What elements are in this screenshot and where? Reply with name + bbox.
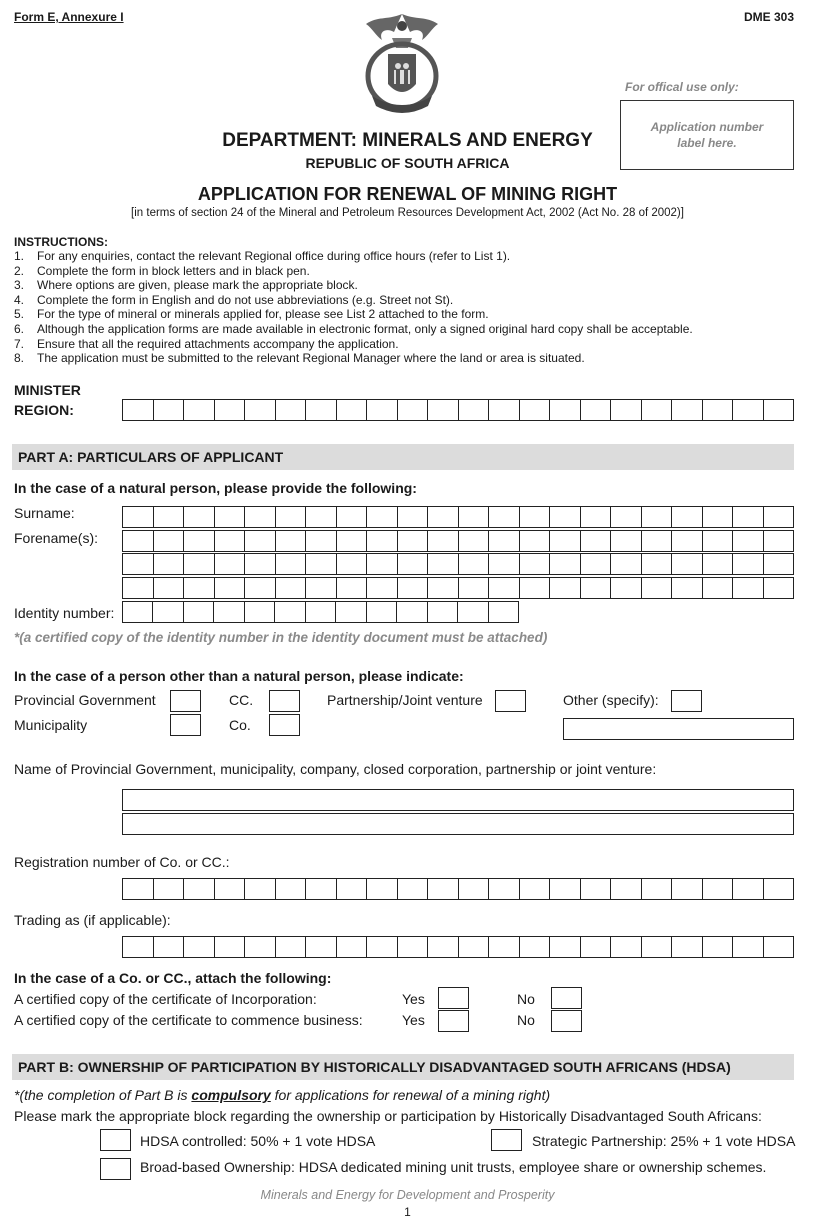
character-cell[interactable] xyxy=(581,937,612,957)
character-cell[interactable] xyxy=(275,602,305,622)
registration-number-field[interactable] xyxy=(122,878,794,900)
character-cell[interactable] xyxy=(367,937,398,957)
municipality-checkbox[interactable] xyxy=(170,714,201,736)
character-cell[interactable] xyxy=(581,507,612,527)
character-cell[interactable] xyxy=(123,602,153,622)
minister-label: MINISTER xyxy=(14,382,81,398)
official-use-label: For offical use only: xyxy=(625,80,739,94)
character-cell[interactable] xyxy=(337,507,368,527)
non-natural-person-heading: In the case of a person other than a natural person, please indicate: xyxy=(14,668,464,684)
instruction-item: 1. For any enquiries, contact the relevant Regional office during office hours (refer to List 1). xyxy=(14,249,511,263)
department-title: DEPARTMENT: MINERALS AND ENERGY xyxy=(222,130,593,151)
strategic-partnership-checkbox[interactable] xyxy=(491,1129,522,1151)
character-cell[interactable] xyxy=(703,879,734,899)
entity-name-field-2[interactable] xyxy=(122,813,794,835)
character-cell[interactable] xyxy=(184,879,215,899)
character-cell[interactable] xyxy=(764,937,794,957)
character-cell[interactable] xyxy=(397,602,427,622)
cert-commence-yes-checkbox[interactable] xyxy=(438,1010,469,1032)
forenames-field-2[interactable] xyxy=(122,553,794,575)
character-cell[interactable] xyxy=(581,578,612,598)
instructions-list xyxy=(14,249,794,366)
entity-name-field-1[interactable] xyxy=(122,789,794,811)
character-cell[interactable] xyxy=(703,937,734,957)
character-cell[interactable] xyxy=(642,578,673,598)
instruction-item: 7. Ensure that all the required attachments accompany the application. xyxy=(14,336,399,351)
character-cell[interactable] xyxy=(215,578,246,598)
trading-as-field[interactable] xyxy=(122,936,794,958)
instruction-item: 8. The application must be submitted to the relevant Regional Manager where the land or area is situated. xyxy=(14,351,585,366)
cert-incorporation-label: A certified copy of the certificate of Incorporation: xyxy=(14,991,317,1007)
character-cell[interactable] xyxy=(428,937,459,957)
character-cell[interactable] xyxy=(764,507,794,527)
instruction-item: 5. For the type of mineral or minerals applied for, please see List 2 attached to the form. xyxy=(14,307,489,322)
character-cell[interactable] xyxy=(154,879,185,899)
character-cell[interactable] xyxy=(367,531,398,551)
character-cell[interactable] xyxy=(245,507,276,527)
legal-basis: [in terms of section 24 of the Mineral and Petroleum Resources Development Act, 2002 (Act No. 28 of 2002)] xyxy=(131,207,684,219)
application-number-placeholder: Application number label here. xyxy=(650,120,764,150)
character-cell[interactable] xyxy=(184,602,214,622)
character-cell[interactable] xyxy=(398,937,429,957)
no-label: No xyxy=(517,1012,535,1028)
character-cell[interactable] xyxy=(459,554,490,574)
character-cell[interactable] xyxy=(367,400,398,420)
character-cell[interactable] xyxy=(337,879,368,899)
identity-note: *(a certified copy of the identity number in the identity document must be attached) xyxy=(14,630,548,645)
forenames-field-3[interactable] xyxy=(122,577,794,599)
part-a-heading: PART A: PARTICULARS OF APPLICANT xyxy=(12,444,794,470)
natural-person-heading: In the case of a natural person, please provide the following: xyxy=(14,480,417,496)
character-cell[interactable] xyxy=(214,602,244,622)
character-cell[interactable] xyxy=(611,578,642,598)
character-cell[interactable] xyxy=(703,531,734,551)
character-cell[interactable] xyxy=(306,937,337,957)
character-cell[interactable] xyxy=(550,400,581,420)
character-cell[interactable] xyxy=(276,879,307,899)
character-cell[interactable] xyxy=(489,879,520,899)
provincial-government-checkbox[interactable] xyxy=(170,690,201,712)
character-cell[interactable] xyxy=(337,554,368,574)
character-cell[interactable] xyxy=(611,531,642,551)
form-title: APPLICATION FOR RENEWAL OF MINING RIGHT xyxy=(197,184,618,204)
character-cell[interactable] xyxy=(184,937,215,957)
minister-region-field[interactable] xyxy=(122,399,794,421)
other-specify-field[interactable] xyxy=(563,718,794,740)
character-cell[interactable] xyxy=(154,507,185,527)
character-cell[interactable] xyxy=(123,578,154,598)
character-cell[interactable] xyxy=(337,400,368,420)
character-cell[interactable] xyxy=(184,400,215,420)
other-checkbox[interactable] xyxy=(671,690,702,712)
character-cell[interactable] xyxy=(428,879,459,899)
character-cell[interactable] xyxy=(428,507,459,527)
strategic-partnership-label: Strategic Partnership: 25% + 1 vote HDSA xyxy=(532,1133,796,1149)
character-cell[interactable] xyxy=(672,507,703,527)
character-cell[interactable] xyxy=(398,531,429,551)
no-label: No xyxy=(517,991,535,1007)
partnership-label: Partnership/Joint venture xyxy=(327,692,483,708)
character-cell[interactable] xyxy=(520,554,551,574)
character-cell[interactable] xyxy=(123,937,154,957)
character-cell[interactable] xyxy=(306,578,337,598)
character-cell[interactable] xyxy=(581,879,612,899)
character-cell[interactable] xyxy=(733,937,764,957)
character-cell[interactable] xyxy=(672,578,703,598)
yes-label: Yes xyxy=(402,991,425,1007)
character-cell[interactable] xyxy=(489,578,520,598)
character-cell[interactable] xyxy=(215,507,246,527)
character-cell[interactable] xyxy=(276,400,307,420)
character-cell[interactable] xyxy=(337,531,368,551)
character-cell[interactable] xyxy=(276,937,307,957)
character-cell[interactable] xyxy=(520,937,551,957)
character-cell[interactable] xyxy=(245,602,275,622)
character-cell[interactable] xyxy=(703,554,734,574)
character-cell[interactable] xyxy=(489,507,520,527)
registration-number-label: Registration number of Co. or CC.: xyxy=(14,854,230,870)
compulsory-emphasis: compulsory xyxy=(191,1087,271,1103)
character-cell[interactable] xyxy=(550,879,581,899)
character-cell[interactable] xyxy=(642,554,673,574)
character-cell[interactable] xyxy=(306,400,337,420)
character-cell[interactable] xyxy=(215,554,246,574)
part-b-note: *(the completion of Part B is compulsory for applications for renewal of a mining right) xyxy=(14,1087,551,1103)
character-cell[interactable] xyxy=(123,507,154,527)
character-cell[interactable] xyxy=(459,400,490,420)
instruction-item: 6. Although the application forms are made available in electronic format, only a signed original hard copy shall be acceptable. xyxy=(14,321,693,336)
character-cell[interactable] xyxy=(459,578,490,598)
instruction-item: 4. Complete the form in English and do not use abbreviations (e.g. Street not St). xyxy=(14,292,454,307)
character-cell[interactable] xyxy=(581,531,612,551)
cc-label: CC. xyxy=(229,692,254,708)
character-cell[interactable] xyxy=(337,578,368,598)
character-cell[interactable] xyxy=(459,937,490,957)
cert-commence-no-checkbox[interactable] xyxy=(551,1010,582,1032)
character-cell[interactable] xyxy=(703,578,734,598)
character-cell[interactable] xyxy=(184,507,215,527)
character-cell[interactable] xyxy=(215,400,246,420)
yes-label: Yes xyxy=(402,1012,425,1028)
character-cell[interactable] xyxy=(245,578,276,598)
co-label: Co. xyxy=(229,717,251,733)
character-cell[interactable] xyxy=(184,554,215,574)
forenames-field-1[interactable] xyxy=(122,530,794,552)
character-cell[interactable] xyxy=(154,578,185,598)
character-cell[interactable] xyxy=(764,879,794,899)
form-reference: Form E, Annexure I xyxy=(14,10,124,24)
character-cell[interactable] xyxy=(611,554,642,574)
character-cell[interactable] xyxy=(215,937,246,957)
character-cell[interactable] xyxy=(123,400,154,420)
character-cell[interactable] xyxy=(367,879,398,899)
republic-title: REPUBLIC OF SOUTH AFRICA xyxy=(305,155,510,171)
character-cell[interactable] xyxy=(520,531,551,551)
character-cell[interactable] xyxy=(336,602,366,622)
character-cell[interactable] xyxy=(520,879,551,899)
character-cell[interactable] xyxy=(428,531,459,551)
cert-commence-label: A certified copy of the certificate to commence business: xyxy=(14,1012,363,1028)
character-cell[interactable] xyxy=(642,937,673,957)
character-cell[interactable] xyxy=(764,554,794,574)
character-cell[interactable] xyxy=(611,507,642,527)
character-cell[interactable] xyxy=(428,400,459,420)
character-cell[interactable] xyxy=(276,531,307,551)
character-cell[interactable] xyxy=(154,400,185,420)
character-cell[interactable] xyxy=(215,879,246,899)
character-cell[interactable] xyxy=(611,879,642,899)
character-cell[interactable] xyxy=(154,937,185,957)
coat-of-arms-icon xyxy=(358,10,446,118)
character-cell[interactable] xyxy=(672,531,703,551)
instruction-item: 2. Complete the form in block letters and in black pen. xyxy=(14,263,310,278)
character-cell[interactable] xyxy=(489,400,520,420)
provincial-government-label: Provincial Government xyxy=(14,692,156,708)
other-specify-label: Other (specify): xyxy=(563,692,659,708)
cert-incorporation-yes-checkbox[interactable] xyxy=(438,987,469,1009)
character-cell[interactable] xyxy=(642,879,673,899)
character-cell[interactable] xyxy=(489,602,518,622)
character-cell[interactable] xyxy=(733,531,764,551)
character-cell[interactable] xyxy=(398,578,429,598)
character-cell[interactable] xyxy=(672,554,703,574)
character-cell[interactable] xyxy=(642,531,673,551)
character-cell[interactable] xyxy=(428,554,459,574)
character-cell[interactable] xyxy=(489,937,520,957)
character-cell[interactable] xyxy=(123,554,154,574)
surname-label: Surname: xyxy=(14,505,75,521)
character-cell[interactable] xyxy=(184,578,215,598)
broad-based-checkbox[interactable] xyxy=(100,1158,131,1180)
character-cell[interactable] xyxy=(367,507,398,527)
broad-based-label: Broad-based Ownership: HDSA dedicated mining unit trusts, employee share or ownership schemes. xyxy=(140,1159,767,1175)
character-cell[interactable] xyxy=(703,400,734,420)
character-cell[interactable] xyxy=(520,507,551,527)
character-cell[interactable] xyxy=(367,578,398,598)
character-cell[interactable] xyxy=(520,400,551,420)
co-checkbox[interactable] xyxy=(269,714,300,736)
character-cell[interactable] xyxy=(245,554,276,574)
character-cell[interactable] xyxy=(245,879,276,899)
entity-name-label: Name of Provincial Government, municipality, company, closed corporation, partnership or joint venture: xyxy=(14,761,657,777)
surname-field[interactable] xyxy=(122,506,794,528)
character-cell[interactable] xyxy=(489,531,520,551)
municipality-label: Municipality xyxy=(14,717,88,733)
character-cell[interactable] xyxy=(642,507,673,527)
character-cell[interactable] xyxy=(611,937,642,957)
character-cell[interactable] xyxy=(276,578,307,598)
character-cell[interactable] xyxy=(337,937,368,957)
character-cell[interactable] xyxy=(428,602,458,622)
character-cell[interactable] xyxy=(703,507,734,527)
character-cell[interactable] xyxy=(215,531,246,551)
character-cell[interactable] xyxy=(520,578,551,598)
character-cell[interactable] xyxy=(123,531,154,551)
character-cell[interactable] xyxy=(245,400,276,420)
instructions-heading: INSTRUCTIONS: xyxy=(14,235,108,249)
character-cell[interactable] xyxy=(611,400,642,420)
character-cell[interactable] xyxy=(184,531,215,551)
character-cell[interactable] xyxy=(550,554,581,574)
part-b-heading: PART B: OWNERSHIP OF PARTICIPATION BY HISTORICALLY DISADVANTAGED SOUTH AFRICANS (HDSA) xyxy=(12,1054,794,1080)
character-cell[interactable] xyxy=(398,879,429,899)
character-cell[interactable] xyxy=(459,507,490,527)
character-cell[interactable] xyxy=(306,554,337,574)
character-cell[interactable] xyxy=(154,554,185,574)
region-label: REGION: xyxy=(14,402,74,418)
character-cell[interactable] xyxy=(306,531,337,551)
character-cell[interactable] xyxy=(459,531,490,551)
character-cell[interactable] xyxy=(306,879,337,899)
character-cell[interactable] xyxy=(398,554,429,574)
character-cell[interactable] xyxy=(672,400,703,420)
character-cell[interactable] xyxy=(245,937,276,957)
hdsa-controlled-label: HDSA controlled: 50% + 1 vote HDSA xyxy=(140,1133,376,1149)
character-cell[interactable] xyxy=(733,578,764,598)
partnership-checkbox[interactable] xyxy=(495,690,526,712)
part-b-instruction: Please mark the appropriate block regarding the ownership or participation by Historically Disadvantaged South Africans: xyxy=(14,1108,762,1124)
character-cell[interactable] xyxy=(672,879,703,899)
character-cell[interactable] xyxy=(764,531,794,551)
character-cell[interactable] xyxy=(245,531,276,551)
character-cell[interactable] xyxy=(367,602,397,622)
character-cell[interactable] xyxy=(489,554,520,574)
character-cell[interactable] xyxy=(733,400,764,420)
character-cell[interactable] xyxy=(672,937,703,957)
character-cell[interactable] xyxy=(642,400,673,420)
character-cell[interactable] xyxy=(276,554,307,574)
character-cell[interactable] xyxy=(367,554,398,574)
character-cell[interactable] xyxy=(398,507,429,527)
character-cell[interactable] xyxy=(153,602,183,622)
character-cell[interactable] xyxy=(154,531,185,551)
character-cell[interactable] xyxy=(123,879,154,899)
cert-incorporation-no-checkbox[interactable] xyxy=(551,987,582,1009)
cc-checkbox[interactable] xyxy=(269,690,300,712)
attachments-heading: In the case of a Co. or CC., attach the following: xyxy=(14,970,332,986)
page-number: 1 xyxy=(404,1205,411,1219)
instruction-item: 3. Where options are given, please mark the appropriate block. xyxy=(14,278,358,293)
identity-number-field[interactable] xyxy=(122,601,519,623)
character-cell[interactable] xyxy=(733,507,764,527)
character-cell[interactable] xyxy=(581,400,612,420)
character-cell[interactable] xyxy=(733,879,764,899)
character-cell[interactable] xyxy=(581,554,612,574)
character-cell[interactable] xyxy=(764,400,794,420)
character-cell[interactable] xyxy=(733,554,764,574)
character-cell[interactable] xyxy=(276,507,307,527)
character-cell[interactable] xyxy=(306,507,337,527)
character-cell[interactable] xyxy=(550,937,581,957)
character-cell[interactable] xyxy=(459,879,490,899)
footer-motto: Minerals and Energy for Development and Prosperity xyxy=(260,1188,555,1202)
character-cell[interactable] xyxy=(550,531,581,551)
character-cell[interactable] xyxy=(764,578,794,598)
trading-as-label: Trading as (if applicable): xyxy=(14,912,171,928)
character-cell[interactable] xyxy=(428,578,459,598)
character-cell[interactable] xyxy=(550,578,581,598)
identity-number-label: Identity number: xyxy=(14,605,115,621)
character-cell[interactable] xyxy=(550,507,581,527)
character-cell[interactable] xyxy=(306,602,336,622)
character-cell[interactable] xyxy=(398,400,429,420)
forenames-label: Forename(s): xyxy=(14,530,99,546)
character-cell[interactable] xyxy=(458,602,488,622)
form-code: DME 303 xyxy=(743,10,794,24)
hdsa-controlled-checkbox[interactable] xyxy=(100,1129,131,1151)
